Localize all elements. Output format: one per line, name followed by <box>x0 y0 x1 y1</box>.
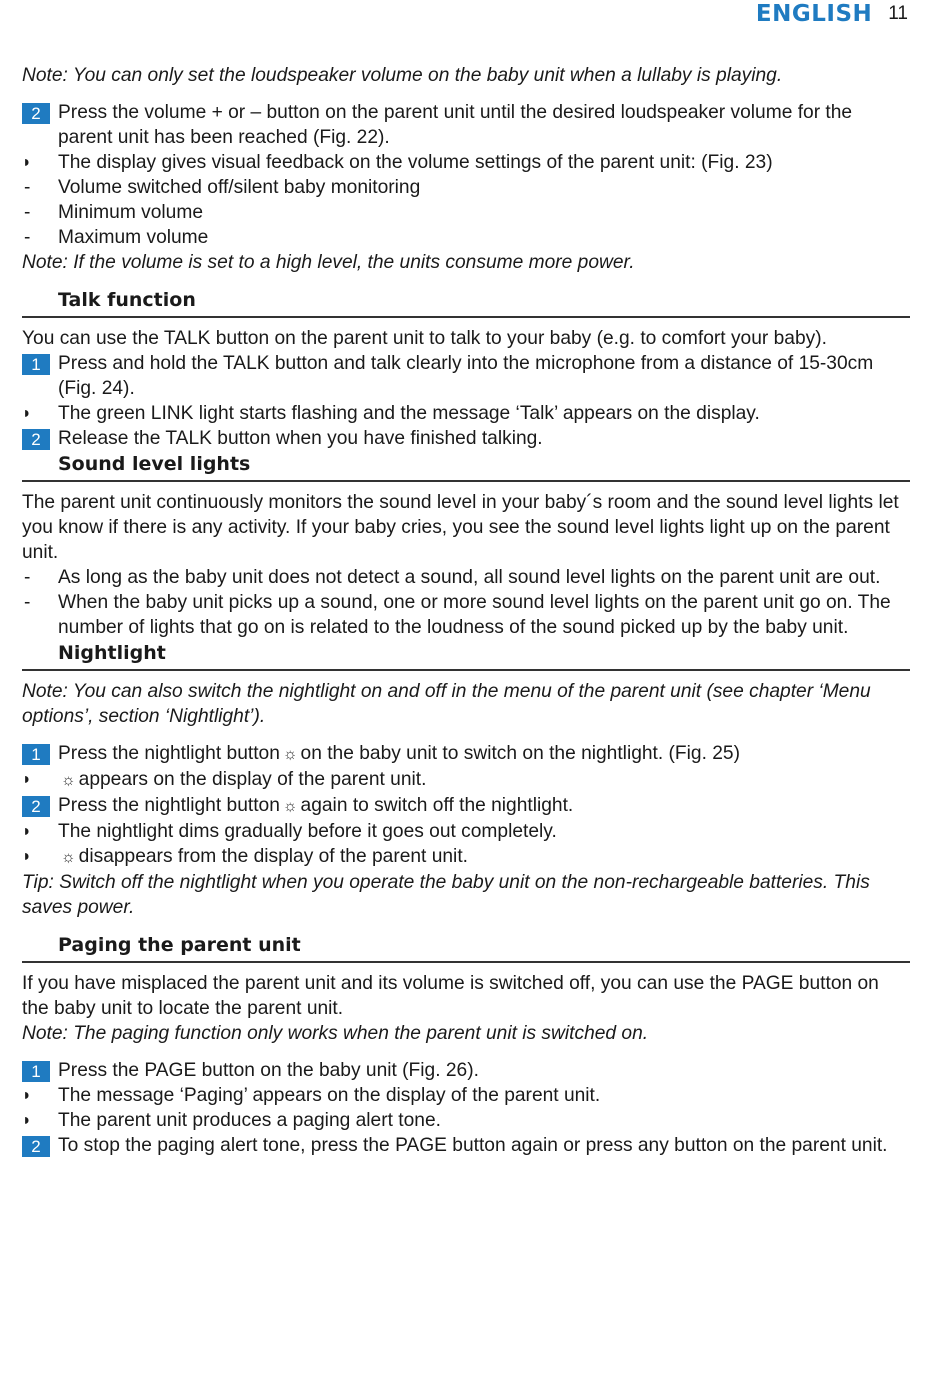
page-number: 11 <box>888 3 908 24</box>
note: Note: The paging function only works when the parent unit is switched on. <box>22 1023 649 1044</box>
result-text: The parent unit produces a paging alert tone. <box>58 1110 441 1131</box>
list-item <box>22 175 910 200</box>
result-item <box>22 401 910 426</box>
bullet-icon: ◗ <box>22 154 32 171</box>
section-heading: Nightlight <box>22 640 910 671</box>
step-number: 2 <box>22 103 50 124</box>
step-item <box>22 1133 910 1158</box>
step-text: Press and hold the TALK button and talk clearly into the microphone from a distance of 15-30cm (Fig. 24). <box>58 353 874 399</box>
step-item <box>22 100 910 150</box>
step-number: 1 <box>22 744 50 765</box>
list-item-text: As long as the baby unit does not detect a sound, all sound level lights on the parent unit are out. <box>58 567 881 588</box>
note: Note: You can also switch the nightlight on and off in the menu of the parent unit (see chapter ‘Menu options’, section ‘Nightlight’). <box>22 681 871 727</box>
result-item <box>22 1083 910 1108</box>
step-text: Release the TALK button when you have finished talking. <box>58 428 543 449</box>
dash-marker: - <box>24 567 31 588</box>
result-item <box>22 1108 910 1133</box>
list-item-text: Minimum volume <box>58 202 204 223</box>
bullet-icon: ◗ <box>22 823 32 840</box>
note: Note: You can only set the loudspeaker volume on the baby unit when a lullaby is playing. <box>22 65 783 86</box>
result-text: The green LINK light starts flashing and the message ‘Talk’ appears on the display. <box>58 403 760 424</box>
step-text: Press the volume + or – button on the parent unit until the desired loudspeaker volume for the parent unit has been reached (Fig. 22). <box>58 102 853 148</box>
step-number: 2 <box>22 429 50 450</box>
sun-icon: ☼ <box>61 849 76 866</box>
sun-icon: ☼ <box>282 746 298 763</box>
step-text: Press the nightlight button <box>58 743 280 764</box>
step-number: 1 <box>22 354 50 375</box>
result-text: appears on the display of the parent unit. <box>78 769 427 790</box>
list-item-text: Volume switched off/silent baby monitoring <box>58 177 421 198</box>
result-text: The message ‘Paging’ appears on the display of the parent unit. <box>58 1085 601 1106</box>
result-item <box>22 844 910 870</box>
list-item-text: Maximum volume <box>58 227 209 248</box>
page-header <box>756 0 908 28</box>
step-text: Press the PAGE button on the baby unit (Fig. 26). <box>58 1060 479 1081</box>
paragraph: The parent unit continuously monitors the sound level in your baby´s room and the sound level lights let you know if there is any activity. If your baby cries, you see the sound level lights light up on the parent unit. <box>22 492 899 563</box>
step-number: 2 <box>22 1136 50 1157</box>
result-text: The display gives visual feedback on the volume settings of the parent unit: (Fig. 23) <box>58 152 773 173</box>
section-heading: Sound level lights <box>22 451 910 482</box>
step-text: To stop the paging alert tone, press the PAGE button again or press any button on the parent unit. <box>58 1135 888 1156</box>
dash-marker: - <box>24 177 31 198</box>
list-item <box>22 225 910 250</box>
list-item <box>22 200 910 225</box>
list-item <box>22 565 910 590</box>
bullet-icon: ◗ <box>22 405 32 422</box>
list-item <box>22 590 910 640</box>
dash-marker: - <box>24 592 31 613</box>
bullet-icon: ◗ <box>22 1087 32 1104</box>
bullet-icon: ◗ <box>22 848 32 865</box>
section-heading: Paging the parent unit <box>22 932 910 963</box>
tip: Tip: Switch off the nightlight when you operate the baby unit on the non-rechargeable batteries. This saves power. <box>22 872 870 918</box>
step-number: 2 <box>22 796 50 817</box>
step-item <box>22 741 910 767</box>
step-number: 1 <box>22 1061 50 1082</box>
sun-icon: ☼ <box>61 772 76 789</box>
paragraph: If you have misplaced the parent unit and its volume is switched off, you can use the PAGE button on the baby unit to locate the parent unit. <box>22 973 879 1019</box>
result-text: disappears from the display of the parent unit. <box>78 846 468 867</box>
step-item <box>22 793 910 819</box>
step-text: again to switch off the nightlight. <box>300 795 574 816</box>
result-item <box>22 767 910 793</box>
section-heading: Talk function <box>22 287 910 318</box>
step-text: on the baby unit to switch on the nightlight. (Fig. 25) <box>300 743 740 764</box>
page-content <box>22 63 910 1158</box>
sun-icon: ☼ <box>282 798 298 815</box>
note: Note: If the volume is set to a high level, the units consume more power. <box>22 252 635 273</box>
step-item <box>22 1058 910 1083</box>
language-label: ENGLISH <box>755 1 873 27</box>
list-item-text: When the baby unit picks up a sound, one or more sound level lights on the parent unit go on. The number of lights that go on is related to the loudness of the sound picked up by the baby unit. <box>58 592 891 638</box>
step-item <box>22 426 910 451</box>
step-text: Press the nightlight button <box>58 795 280 816</box>
bullet-icon: ◗ <box>22 771 32 788</box>
result-text: The nightlight dims gradually before it goes out completely. <box>58 821 557 842</box>
result-item <box>22 150 910 175</box>
dash-marker: - <box>24 202 31 223</box>
bullet-icon: ◗ <box>22 1112 32 1129</box>
step-item <box>22 351 910 401</box>
paragraph: You can use the TALK button on the parent unit to talk to your baby (e.g. to comfort your baby). <box>22 328 827 349</box>
dash-marker: - <box>24 227 31 248</box>
result-item <box>22 819 910 844</box>
